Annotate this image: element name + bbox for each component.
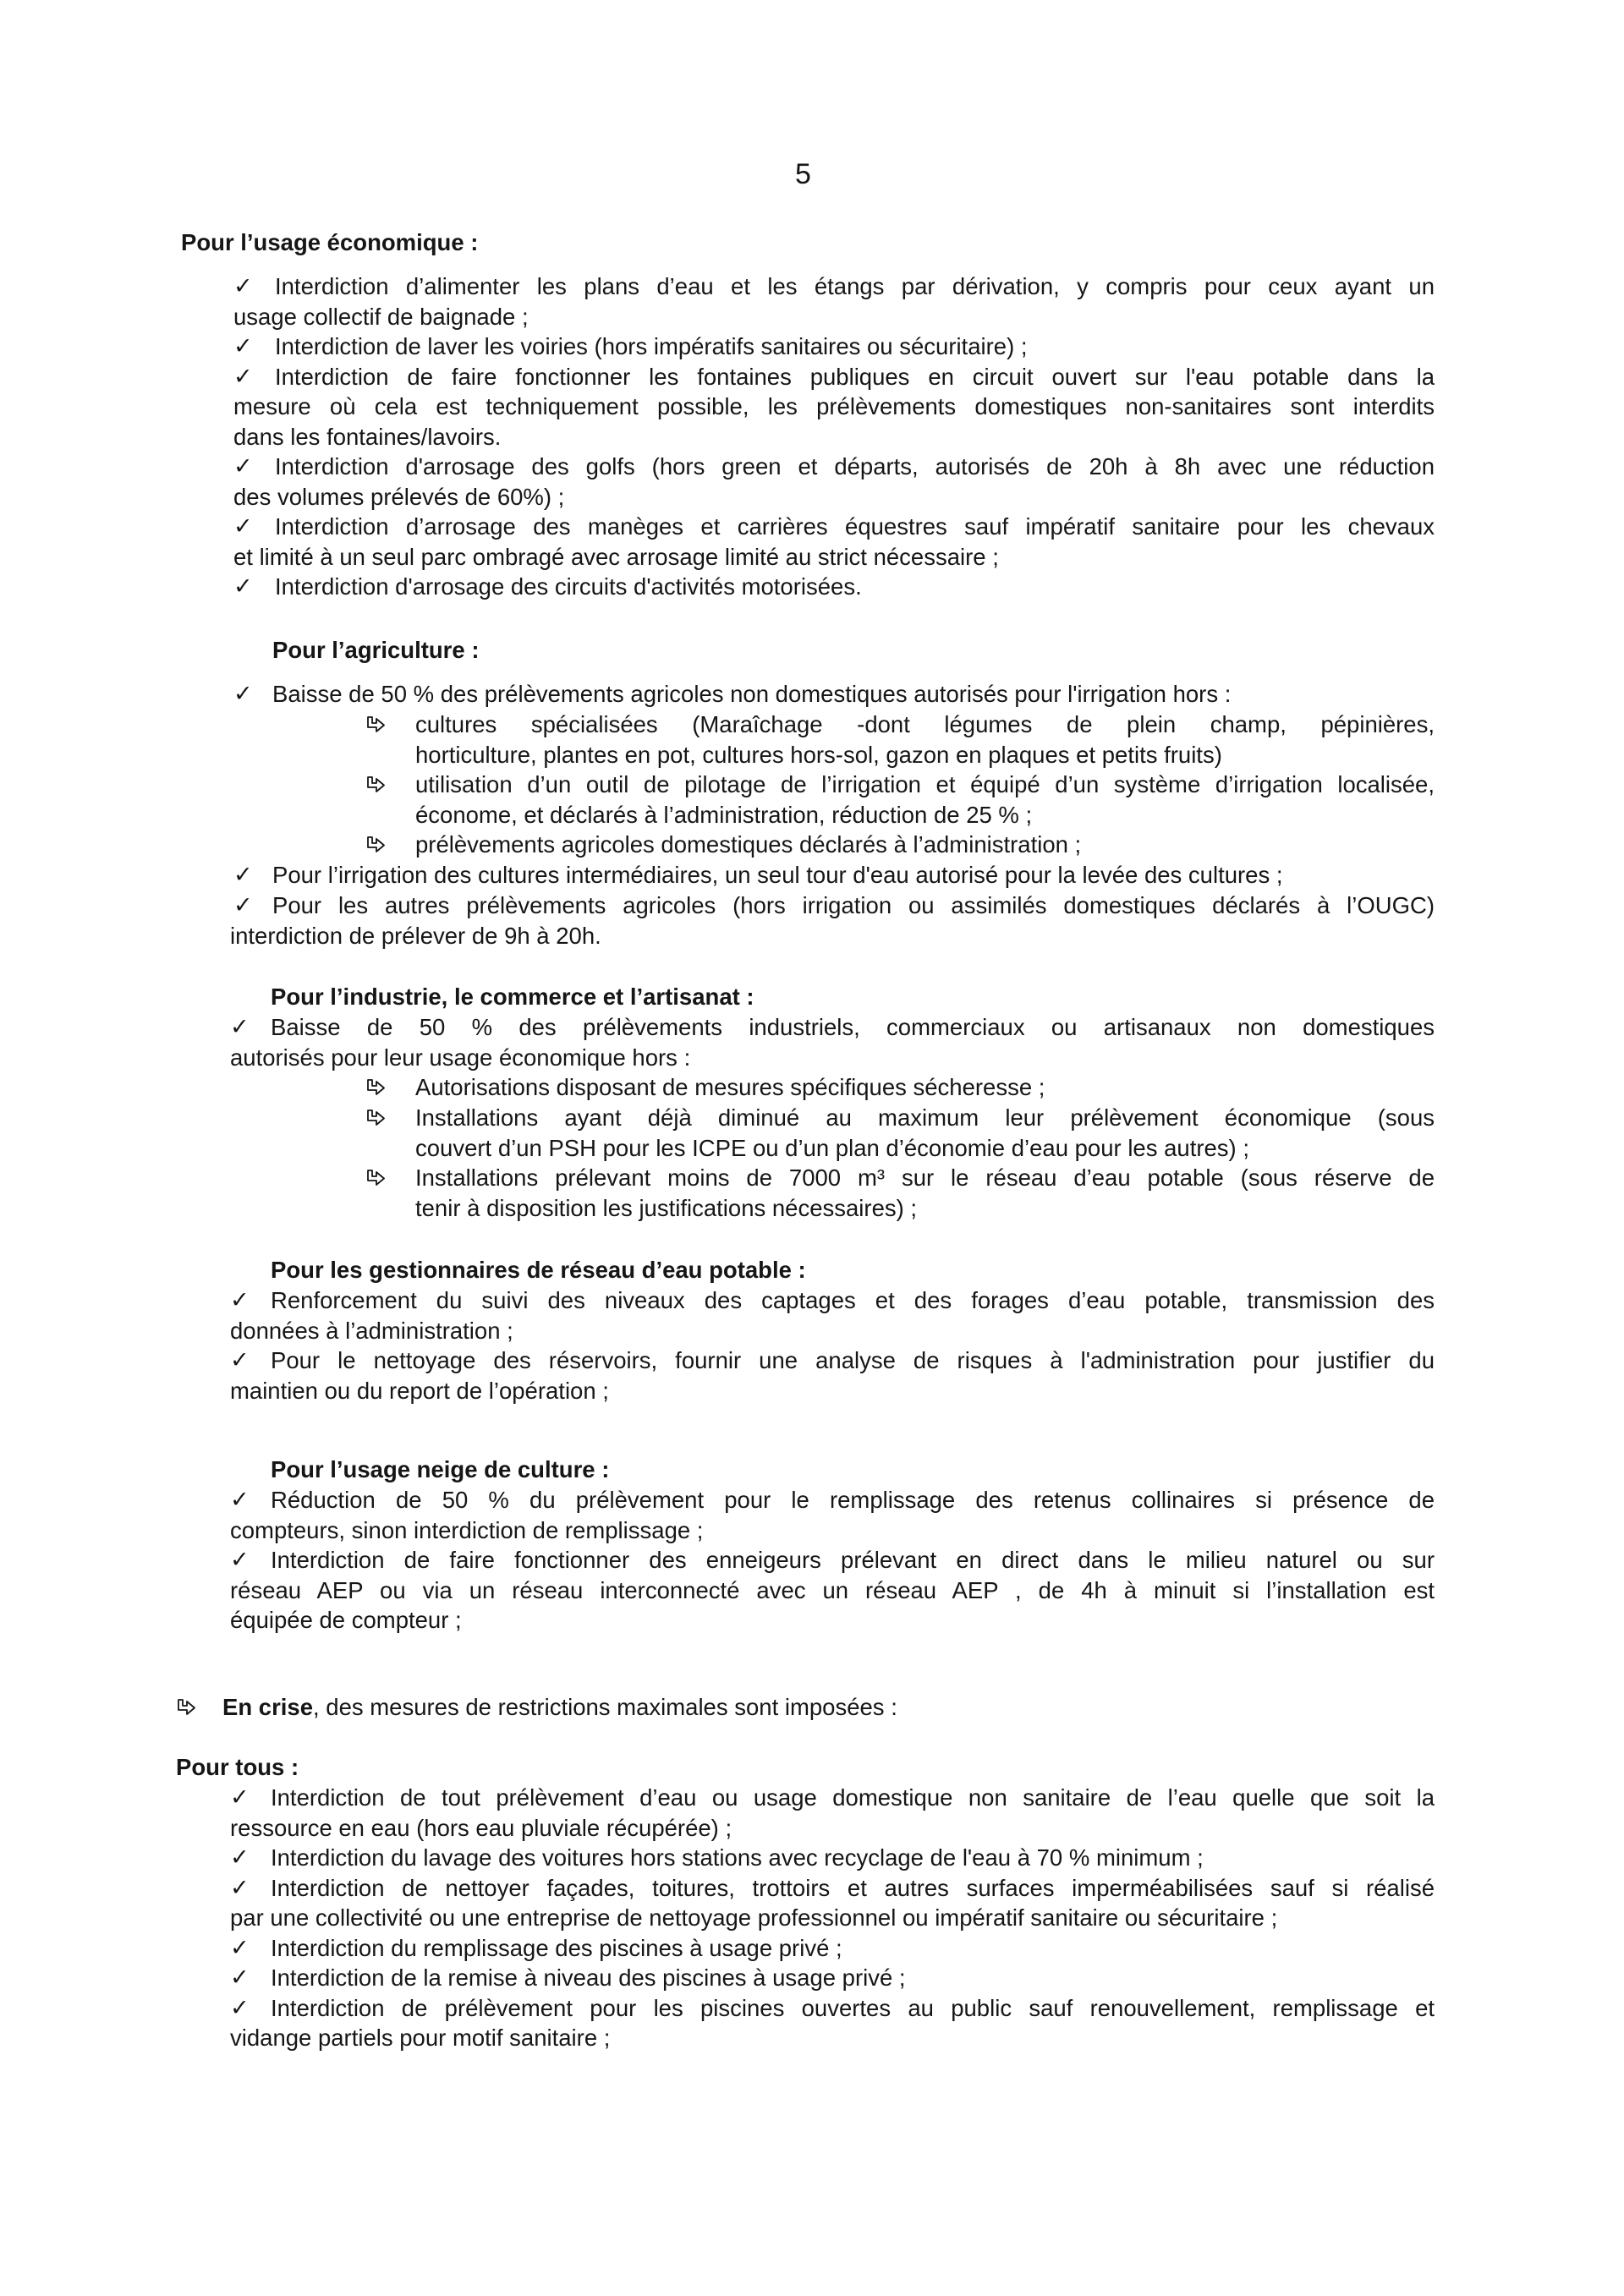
list-item: Autorisations disposant de mesures spécifiques sécheresse ; (415, 1074, 1045, 1100)
list-item: Interdiction de tout prélèvement d’eau ou usage domestique non sanitaire de l’eau quelle que soit la (271, 1784, 1435, 1811)
list-item-continuation: couvert d’un PSH pour les ICPE ou d’un plan d’économie d’eau pour les autres) ; (415, 1134, 1249, 1161)
check-mark-icon: ✓ (233, 573, 253, 600)
list-item: Interdiction de faire fonctionner les fontaines publiques en circuit ouvert sur l'eau potable dans la (275, 363, 1435, 390)
list-item-continuation: données à l’administration ; (230, 1317, 513, 1344)
list-item: Interdiction de nettoyer façades, toitures, trottoirs et autres surfaces imperméabilisées sauf si réalisé (271, 1874, 1435, 1901)
list-item: utilisation d’un outil de pilotage de l’irrigation et équipé d’un système d’irrigation localisée, (415, 771, 1435, 797)
list-item: Interdiction de prélèvement pour les piscines ouvertes au public sauf renouvellement, remplissage et (271, 1994, 1435, 2021)
list-item: Interdiction de la remise à niveau des piscines à usage privé ; (271, 1964, 906, 1991)
section-heading: Pour l’usage neige de culture : (271, 1456, 610, 1482)
hollow-arrow-icon (365, 1078, 386, 1099)
list-item: prélèvements agricoles domestiques déclarés à l’administration ; (415, 831, 1082, 858)
list-item: cultures spécialisées (Maraîchage -dont légumes de plein champ, pépinières, (415, 711, 1435, 737)
list-item: Interdiction d'arrosage des circuits d'activités motorisées. (275, 573, 862, 600)
check-mark-icon: ✓ (233, 333, 253, 359)
check-mark-icon: ✓ (233, 273, 253, 299)
list-item: Interdiction d’alimenter les plans d’eau et les étangs par dérivation, y compris pour ceux ayant un (275, 273, 1435, 299)
hollow-arrow-icon (365, 1169, 386, 1189)
check-mark-icon: ✓ (230, 1014, 250, 1040)
list-item: Baisse de 50 % des prélèvements agricoles non domestiques autorisés pour l'irrigation hors : (272, 681, 1232, 707)
list-item: Interdiction du remplissage des piscines à usage privé ; (271, 1934, 842, 1961)
list-item-continuation: ressource en eau (hors eau pluviale récupérée) ; (230, 1814, 732, 1841)
list-item-continuation: réseau AEP ou via un réseau interconnecté avec un réseau AEP , de 4h à minuit si l’installation est (230, 1576, 1435, 1603)
hollow-arrow-icon (365, 1109, 386, 1129)
check-mark-icon: ✓ (230, 1994, 250, 2021)
check-mark-icon: ✓ (233, 862, 253, 888)
list-item: Interdiction de faire fonctionner des enneigeurs prélevant en direct dans le milieu naturel ou sur (271, 1547, 1435, 1573)
check-mark-icon: ✓ (230, 1964, 250, 1991)
list-item-continuation: par une collectivité ou une entreprise de nettoyage professionnel ou impératif sanitaire ou sécuritaire ; (230, 1904, 1278, 1931)
list-item-continuation: autorisés pour leur usage économique hors : (230, 1044, 691, 1071)
crisis-text: , des mesures de restrictions maximales sont imposées : (313, 1694, 897, 1720)
section-heading: Pour tous : (176, 1754, 299, 1780)
list-item-continuation: vidange partiels pour motif sanitaire ; (230, 2025, 611, 2051)
hollow-arrow-icon (365, 836, 386, 856)
list-item: Interdiction de laver les voiries (hors impératifs sanitaires ou sécuritaire) ; (275, 333, 1028, 359)
section-heading: Pour l’industrie, le commerce et l’artisanat : (271, 984, 754, 1010)
hollow-arrow-icon (365, 715, 386, 736)
list-item-continuation: horticulture, plantes en pot, cultures hors-sol, gazon en plaques et petits fruits) (415, 741, 1222, 768)
list-item-continuation: mesure où cela est techniquement possible, les prélèvements domestiques non-sanitaires sont interdits (233, 393, 1435, 419)
list-item: Pour l’irrigation des cultures intermédiaires, un seul tour d'eau autorisé pour la levée des cultures ; (272, 862, 1283, 888)
check-mark-icon: ✓ (230, 1844, 250, 1871)
check-mark-icon: ✓ (230, 1547, 250, 1573)
list-item-continuation: tenir à disposition les justifications nécessaires) ; (415, 1194, 918, 1221)
check-mark-icon: ✓ (230, 1934, 250, 1961)
check-mark-icon: ✓ (230, 1784, 250, 1811)
list-item: Interdiction d’arrosage des manèges et carrières équestres sauf impératif sanitaire pour les chevaux (275, 513, 1435, 540)
list-item: Pour le nettoyage des réservoirs, fournir une analyse de risques à l'administration pour justifier du (271, 1347, 1435, 1373)
check-mark-icon: ✓ (230, 1487, 250, 1513)
check-mark-icon: ✓ (233, 453, 253, 479)
list-item-continuation: équipée de compteur ; (230, 1607, 462, 1633)
list-item-continuation: interdiction de prélever de 9h à 20h. (230, 922, 601, 949)
list-item-continuation: dans les fontaines/lavoirs. (233, 423, 502, 450)
check-mark-icon: ✓ (233, 513, 253, 540)
list-item-continuation: des volumes prélevés de 60%) ; (233, 483, 565, 510)
list-item: Renforcement du suivi des niveaux des captages et des forages d’eau potable, transmission des (271, 1287, 1435, 1313)
list-item: Installations ayant déjà diminué au maximum leur prélèvement économique (sous (415, 1104, 1435, 1131)
list-item-continuation: compteurs, sinon interdiction de remplissage ; (230, 1516, 704, 1543)
list-item-continuation: maintien ou du report de l’opération ; (230, 1377, 609, 1404)
crisis-paragraph (222, 1693, 897, 1722)
list-item: Interdiction d'arrosage des golfs (hors green et départs, autorisés de 20h à 8h avec une réduction (275, 453, 1435, 479)
check-mark-icon: ✓ (233, 892, 253, 918)
crisis-label: En crise (222, 1694, 314, 1720)
hollow-arrow-icon (176, 1698, 196, 1718)
list-item: Réduction de 50 % du prélèvement pour le remplissage des retenus collinaires si présence de (271, 1487, 1435, 1513)
list-item: Pour les autres prélèvements agricoles (hors irrigation ou assimilés domestiques déclarés à l’OUGC) (272, 892, 1435, 918)
check-mark-icon: ✓ (230, 1287, 250, 1313)
hollow-arrow-icon (365, 775, 386, 796)
list-item: Interdiction du lavage des voitures hors stations avec recyclage de l'eau à 70 % minimum ; (271, 1844, 1204, 1871)
section-heading: Pour les gestionnaires de réseau d’eau potable : (271, 1257, 806, 1283)
list-item-continuation: usage collectif de baignade ; (233, 303, 529, 330)
list-item: Baisse de 50 % des prélèvements industriels, commerciaux ou artisanaux non domestiques (271, 1014, 1435, 1040)
check-mark-icon: ✓ (230, 1874, 250, 1901)
list-item: Installations prélevant moins de 7000 m³ sur le réseau d’eau potable (sous réserve de (415, 1164, 1435, 1191)
list-item-continuation: économe, et déclarés à l’administration, réduction de 25 % ; (415, 801, 1033, 828)
section-heading: Pour l’agriculture : (272, 637, 480, 663)
check-mark-icon: ✓ (233, 681, 253, 707)
check-mark-icon: ✓ (233, 363, 253, 390)
page-number: 5 (795, 158, 811, 190)
list-item-continuation: et limité à un seul parc ombragé avec arrosage limité au strict nécessaire ; (233, 543, 999, 570)
section-heading: Pour l’usage économique : (181, 229, 479, 255)
check-mark-icon: ✓ (230, 1347, 250, 1373)
